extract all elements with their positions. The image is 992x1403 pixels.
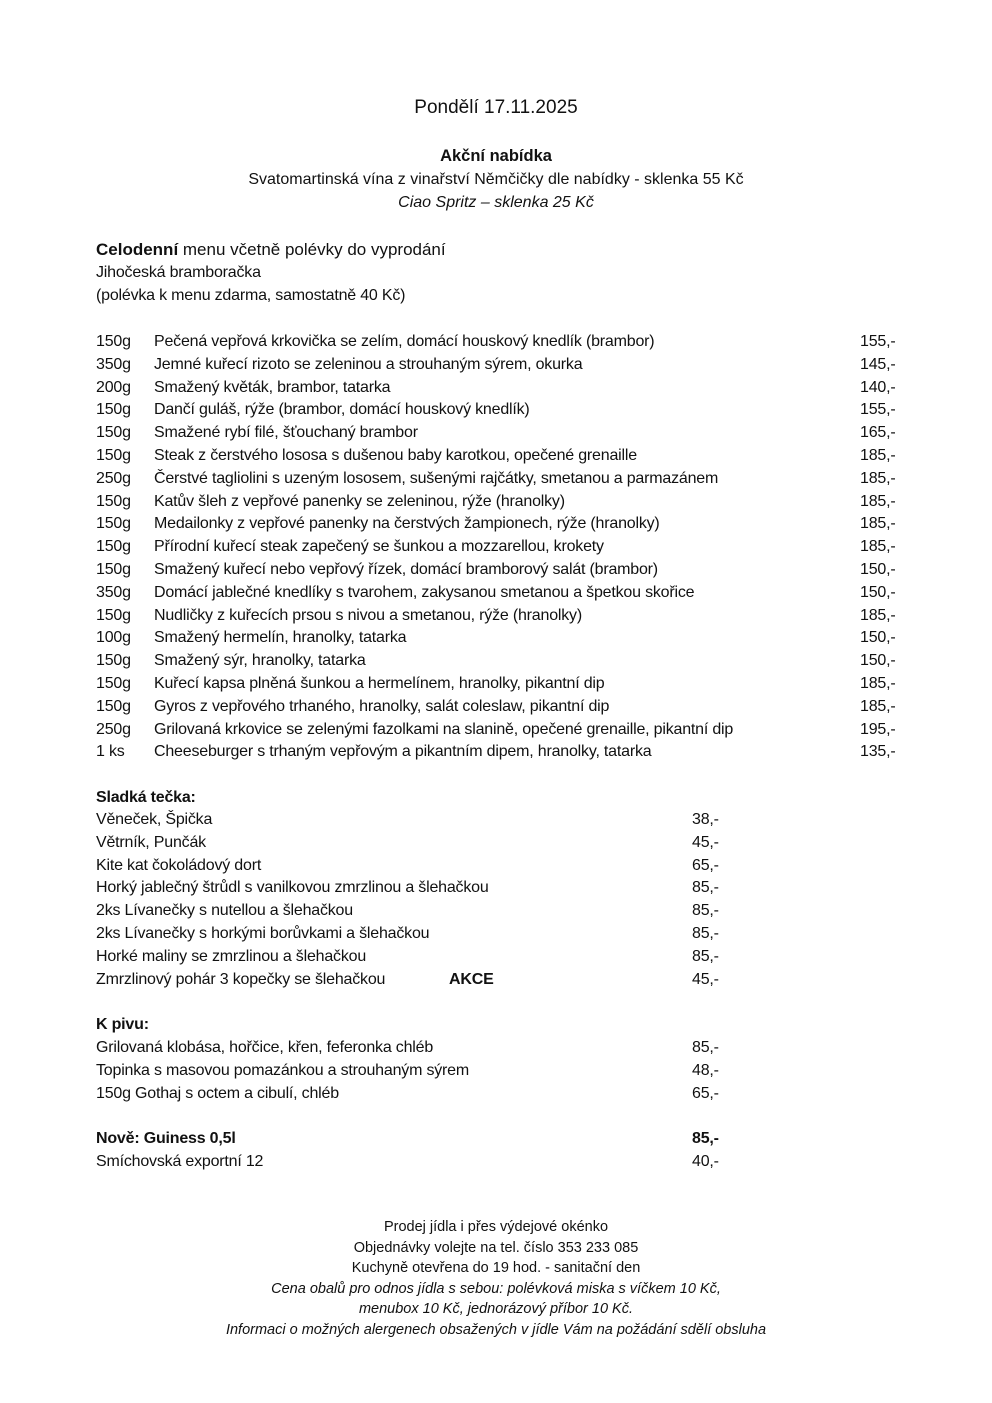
desserts-heading: Sladká tečka: — [96, 789, 196, 806]
menu-item-price: 150,- — [860, 560, 896, 578]
beer-list — [96, 1128, 796, 1174]
menu-item-price: 185,- — [860, 697, 896, 715]
menu-item — [96, 673, 916, 696]
snack-item — [96, 1060, 796, 1083]
menu-item — [96, 559, 916, 582]
snack-item — [96, 1083, 796, 1106]
menu-item — [96, 605, 916, 628]
menu-item-price: 150,- — [860, 652, 896, 670]
menu-item-name: Domácí jablečné knedlíky s tvarohem, zakysanou smetanou a špetkou skořice — [154, 583, 695, 601]
dessert-item-name: Zmrzlinový pohár 3 kopečky se šlehačkou — [96, 970, 386, 988]
menu-item — [96, 377, 916, 400]
dessert-item-name: 2ks Lívanečky s nutellou a šlehačkou — [96, 902, 353, 920]
soup-note: (polévka k menu zdarma, samostatně 40 Kč) — [96, 287, 406, 304]
footer-line: Prodej jídla i přes výdejové okénko — [383, 1219, 609, 1235]
dessert-item — [96, 900, 796, 923]
promo-line: Svatomartinská vína z vinařství Němčičky dle nabídky - sklenka 55 Kč — [248, 171, 744, 188]
menu-item-weight: 150g — [96, 492, 131, 510]
menu-item-name: Dančí guláš, rýže (brambor, domácí houskový knedlík) — [154, 401, 530, 419]
menu-item-weight: 150g — [96, 424, 131, 442]
menu-item — [96, 399, 916, 422]
menu-item — [96, 513, 916, 536]
menu-item — [96, 696, 916, 719]
menu-item-weight: 150g — [96, 674, 131, 692]
menu-item-name: Jemné kuřecí rizoto se zeleninou a strouhaným sýrem, okurka — [154, 355, 583, 373]
menu-item — [96, 491, 916, 514]
footer — [0, 1217, 992, 1340]
menu-item — [96, 719, 916, 742]
beer-item — [96, 1151, 796, 1174]
beer-item-name: Nově: Guiness 0,5l — [96, 1130, 236, 1147]
menu-item-name: Nudličky z kuřecích prsou s nivou a smetanou, rýže (hranolky) — [154, 606, 582, 624]
menu-item — [96, 741, 916, 764]
promo-line: Ciao Spritz – sklenka 25 Kč — [398, 194, 594, 211]
menu-item — [96, 331, 916, 354]
footer-line: menubox 10 Kč, jednorázový příbor 10 Kč. — [358, 1301, 634, 1317]
dessert-item-price: 85,- — [692, 924, 719, 942]
snack-item-name: 150g Gothaj s octem a cibulí, chléb — [96, 1084, 339, 1102]
dessert-item-badge: AKCE — [449, 970, 494, 988]
menu-item-price: 165,- — [860, 424, 896, 442]
menu-item-name: Přírodní kuřecí steak zapečený se šunkou a mozzarellou, krokety — [154, 538, 604, 556]
snack-item — [96, 1037, 796, 1060]
menu-item-weight: 150g — [96, 515, 131, 533]
dessert-item-name: Horký jablečný štrůdl s vanilkovou zmrzlinou a šlehačkou — [96, 879, 489, 897]
menu-item-price: 185,- — [860, 606, 896, 624]
dessert-item-price: 38,- — [692, 811, 719, 828]
menu-item — [96, 650, 916, 673]
menu-item-price: 150,- — [860, 629, 896, 647]
menu-item-weight: 350g — [96, 583, 131, 601]
dessert-item-price: 45,- — [692, 970, 719, 988]
dessert-item-name: Větrník, Punčák — [96, 833, 206, 851]
daily-menu-heading — [96, 240, 446, 260]
promo-heading: Akční nabídka — [440, 147, 552, 165]
menu-item-name: Pečená vepřová krkovička se zelím, domácí houskový knedlík (brambor) — [154, 333, 655, 350]
menu-item-name: Cheeseburger s trhaným vepřovým a pikantním dipem, hranolky, tatarka — [154, 743, 652, 761]
menu-item — [96, 536, 916, 559]
dessert-item — [96, 923, 796, 946]
menu-item-weight: 150g — [96, 652, 131, 670]
menu-item-price: 185,- — [860, 446, 896, 464]
menu-item-weight: 1 ks — [96, 743, 125, 761]
desserts-list — [96, 809, 796, 991]
snack-item-price: 48,- — [692, 1061, 719, 1079]
dessert-item-name: 2ks Lívanečky s horkými borůvkami a šlehačkou — [96, 924, 430, 942]
menu-list — [96, 331, 916, 764]
menu-item-weight: 250g — [96, 720, 131, 738]
menu-item — [96, 354, 916, 377]
snack-item-price: 85,- — [692, 1039, 719, 1056]
daily-heading-bold: Celodenní — [96, 240, 179, 259]
menu-item-weight: 150g — [96, 401, 131, 419]
menu-item-weight: 150g — [96, 538, 131, 556]
menu-item-price: 155,- — [860, 401, 896, 419]
snack-item-name: Grilovaná klobása, hořčice, křen, feferonka chléb — [96, 1039, 434, 1056]
menu-item-weight: 150g — [96, 606, 131, 624]
dessert-item-price: 85,- — [692, 902, 719, 920]
dessert-item-price: 45,- — [692, 833, 719, 851]
page-title: Pondělí 17.11.2025 — [414, 97, 578, 118]
menu-item — [96, 468, 916, 491]
menu-item-price: 145,- — [860, 355, 896, 373]
menu-item-price: 150,- — [860, 583, 896, 601]
dessert-item-price: 85,- — [692, 947, 719, 965]
dessert-item — [96, 969, 796, 992]
menu-item — [96, 445, 916, 468]
menu-item-weight: 150g — [96, 333, 131, 350]
dessert-item-price: 65,- — [692, 856, 719, 874]
menu-item-weight: 100g — [96, 629, 131, 647]
menu-item-name: Smažený květák, brambor, tatarka — [154, 378, 391, 396]
menu-item-price: 195,- — [860, 720, 896, 738]
snack-item-price: 65,- — [692, 1084, 719, 1102]
menu-item-price: 185,- — [860, 674, 896, 692]
dessert-item — [96, 832, 796, 855]
menu-item-name: Katův šleh z vepřové panenky se zeleninou, rýže (hranolky) — [154, 492, 565, 510]
menu-item-name: Smažený kuřecí nebo vepřový řízek, domácí bramborový salát (brambor) — [154, 560, 658, 578]
menu-item-weight: 350g — [96, 355, 131, 373]
dessert-item — [96, 877, 796, 900]
dessert-item-name: Kite kat čokoládový dort — [96, 856, 262, 874]
menu-item-name: Čerstvé tagliolini s uzeným lososem, sušenými rajčátky, smetanou a parmazánem — [154, 469, 719, 487]
menu-item — [96, 422, 916, 445]
menu-item-weight: 200g — [96, 378, 131, 396]
menu-item-name: Smažené rybí filé, šťouchaný brambor — [154, 424, 418, 442]
menu-item-name: Smažený hermelín, hranolky, tatarka — [154, 629, 407, 647]
menu-item-price: 135,- — [860, 743, 896, 761]
menu-item — [96, 582, 916, 605]
footer-line: Objednávky volejte na tel. číslo 353 233 085 — [353, 1239, 639, 1256]
daily-heading-rest: menu včetně polévky do vyprodání — [178, 240, 446, 259]
dessert-item — [96, 809, 796, 832]
beer-snacks-list — [96, 1037, 796, 1105]
menu-item-price: 140,- — [860, 378, 896, 396]
menu-item — [96, 627, 916, 650]
beer-item-price: 40,- — [692, 1152, 719, 1170]
beer-snacks-heading: K pivu: — [96, 1016, 149, 1033]
dessert-item-price: 85,- — [692, 879, 719, 897]
menu-item-weight: 250g — [96, 469, 131, 487]
footer-line: Kuchyně otevřena do 19 hod. - sanitační den — [351, 1260, 641, 1276]
menu-item-weight: 150g — [96, 446, 131, 464]
footer-line: Informaci o možných alergenech obsažených v jídle Vám na požádání sdělí obsluha — [225, 1321, 767, 1338]
menu-item-name: Smažený sýr, hranolky, tatarka — [154, 652, 366, 670]
menu-item-price: 185,- — [860, 515, 896, 533]
menu-item-name: Grilovaná krkovice se zelenými fazolkami na slanině, opečené grenaille, pikantní dip — [154, 720, 734, 738]
menu-item-price: 185,- — [860, 492, 896, 510]
snack-item-name: Topinka s masovou pomazánkou a strouhaným sýrem — [96, 1061, 470, 1079]
menu-item-name: Steak z čerstvého lososa s dušenou baby karotkou, opečené grenaille — [154, 446, 637, 464]
menu-item-price: 185,- — [860, 538, 896, 556]
menu-item-name: Kuřecí kapsa plněná šunkou a hermelínem, hranolky, pikantní dip — [154, 674, 605, 692]
menu-item-price: 185,- — [860, 469, 896, 487]
beer-item — [96, 1128, 796, 1151]
dessert-item-name: Horké maliny se zmrzlinou a šlehačkou — [96, 947, 367, 965]
soup: Jihočeská bramboračka — [96, 264, 261, 281]
dessert-item — [96, 855, 796, 878]
menu-item-name: Gyros z vepřového trhaného, hranolky, salát coleslaw, pikantní dip — [154, 697, 610, 715]
menu-item-weight: 150g — [96, 697, 131, 715]
menu-item-name: Medailonky z vepřové panenky na čerstvých žampionech, rýže (hranolky) — [154, 515, 660, 533]
dessert-item-name: Věneček, Špička — [96, 811, 213, 828]
menu-item-price: 155,- — [860, 333, 896, 350]
beer-item-name: Smíchovská exportní 12 — [96, 1152, 264, 1170]
beer-item-price: 85,- — [692, 1130, 719, 1147]
dessert-item — [96, 946, 796, 969]
footer-line: Cena obalů pro odnos jídla s sebou: polévková miska s víčkem 10 Kč, — [271, 1280, 721, 1297]
menu-item-weight: 150g — [96, 560, 131, 578]
